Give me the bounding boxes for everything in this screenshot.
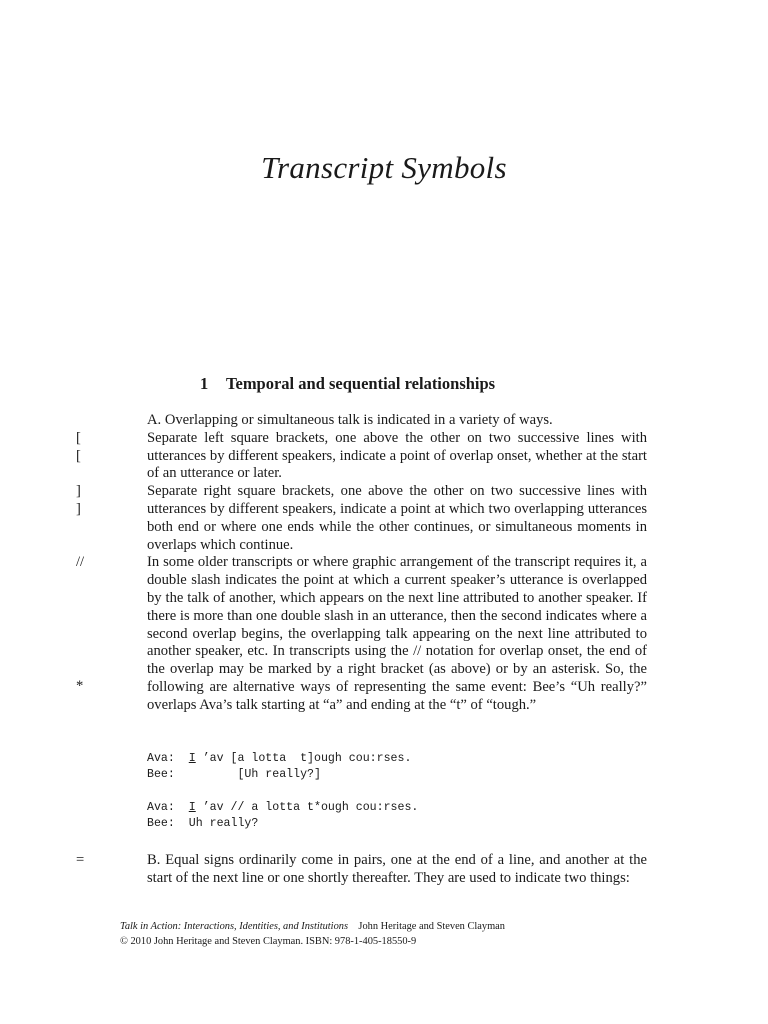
symbol-asterisk: *	[76, 678, 84, 694]
example-2-ava-line	[147, 800, 418, 816]
section-heading	[200, 374, 495, 394]
symbol-equals: =	[76, 852, 85, 868]
symbol-left-bracket-1: [	[76, 430, 81, 446]
symbol-right-bracket-2: ]	[76, 501, 81, 517]
speaker-label: Bee:	[147, 817, 175, 830]
symbol-right-bracket-1: ]	[76, 483, 81, 499]
symbol-left-bracket-2: [	[76, 448, 81, 464]
paragraph-right-brackets: Separate right square brackets, one above the other on two successive lines with utterances by different speakers, indicate a point at which two overlapping utterances both end or where one ends while the other continues, or simultaneous moments in overlaps which continue.	[147, 483, 647, 553]
footer-book-title: Talk in Action: Interactions, Identities, and Institutions	[120, 921, 349, 932]
symbol-double-slash: //	[76, 554, 85, 570]
paragraph-overlap-intro: A. Overlapping or simultaneous talk is indicated in a variety of ways.	[147, 412, 553, 428]
underlined-word: I	[188, 752, 196, 765]
paragraph-left-brackets: Separate left square brackets, one above the other on two successive lines with utterances by different speakers, indicate a point of overlap onset, whether at the start of an utterance or later.	[147, 429, 647, 482]
utterance-text: ’av // a lotta t*ough cou:rses.	[195, 801, 419, 814]
footer-copyright: © 2010 John Heritage and Steven Clayman. ISBN: 978-1-405-18550-9	[120, 936, 417, 947]
speaker-label: Ava:	[147, 801, 175, 814]
body-text	[147, 412, 647, 715]
utterance-text: ’av [a lotta t]ough cou:rses.	[195, 752, 412, 765]
example-1-bee-line	[147, 767, 321, 783]
footer-authors: John Heritage and Steven Clayman	[358, 921, 505, 932]
utterance-text: [Uh really?]	[188, 768, 321, 781]
body-text-b	[147, 852, 647, 888]
paragraph-equal-signs: B. Equal signs ordinarily come in pairs, one at the end of a line, and another at the start of the next line or one shortly thereafter. They are used to indicate two things:	[147, 852, 647, 886]
section-number: 1	[200, 374, 209, 393]
paragraph-double-slash: In some older transcripts or where graphic arrangement of the transcript requires it, a double slash indicates the point at which a current speaker’s utterance is overlapped by the talk of another, which appears on the next line attributed to another speaker. If there is more than one double slash in an utterance, then the second indicates where a second overlap begins, the overlapping talk appearing on the next line attributed to another speaker, etc. In transcripts using the // notation for overlap onset, the end of the overlap may be marked by a right bracket (as above) or by an asterisk. So, the following are alternative ways of representing the same event: Bee’s “Uh really?” overlaps Ava’s talk starting at “a” and ending at the “t” of “tough.”	[147, 554, 647, 713]
utterance-text: Uh really?	[188, 817, 259, 830]
example-1-ava-line	[147, 751, 411, 767]
speaker-label: Ava:	[147, 752, 175, 765]
example-2-bee-line	[147, 816, 258, 832]
underlined-word: I	[188, 801, 196, 814]
section-title: Temporal and sequential relationships	[226, 374, 496, 393]
page-title: Transcript Symbols	[261, 150, 507, 185]
speaker-label: Bee:	[147, 768, 175, 781]
footer-citation	[120, 920, 505, 934]
